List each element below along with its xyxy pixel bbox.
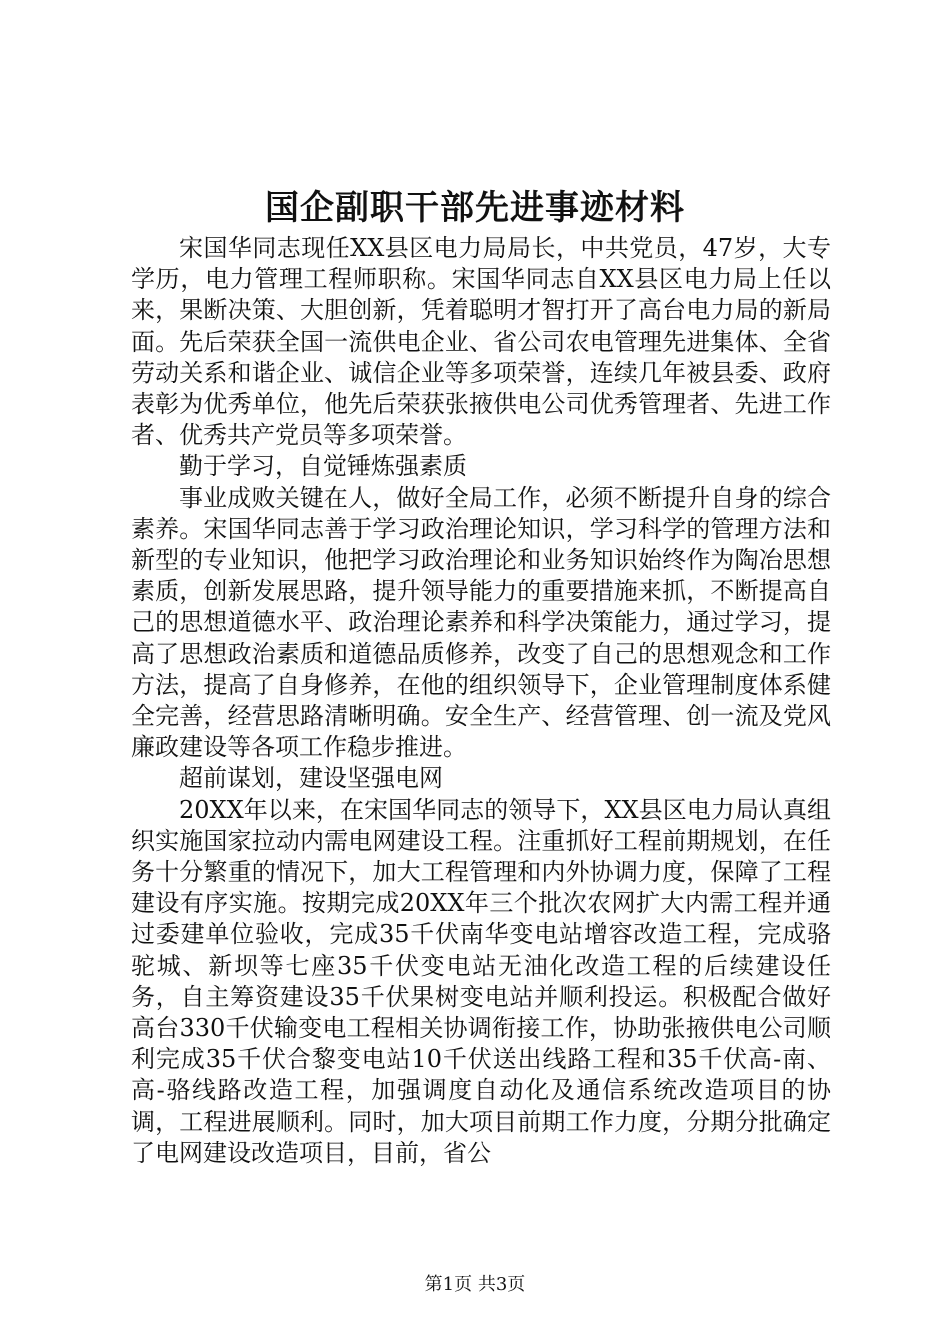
section-heading-study: 勤于学习，自觉锤炼强素质	[179, 452, 467, 481]
document-title: 国企副职干部先进事迹材料	[265, 188, 685, 228]
page-number-footer: 第1页 共3页	[424, 1274, 526, 1295]
paragraph-grid: 20XX年以来，在宋国华同志的领导下，XX县区电力局认真组织实施国家拉动内需电网建设工程。注重抓好工程前期规划，在任务十分繁重的情况下，加大工程管理和内外协调力度，保障了工程建设有序实施。按期完成20XX年三个批次农网扩大内需工程并通过委建单位验收，完成35千伏南华变电站增容改造工程，完成骆驼城、新坝等七座35千伏变电站无油化改造工程的后续建设任务，自主筹资建设35千伏果树变电站并顺利投运。积极配合做好高台330千伏输变电工程相关协调衔接工作，协助张掖供电公司顺利完成35千伏合黎变电站10千伏送出线路工程和35千伏高-南、高-骆线路改造工程，加强调度自动化及通信系统改造项目的协调，工程进展顺利。同时，加大项目前期工作力度，分期分批确定了电网建设改造项目，目前，省公	[131, 795, 831, 1167]
document-body	[131, 233, 831, 1169]
paragraph-intro: 宋国华同志现任XX县区电力局局长，中共党员，47岁，大专学历，电力管理工程师职称。宋国华同志自XX县区电力局上任以来，果断决策、大胆创新，凭着聪明才智打开了高台电力局的新局面。先后荣获全国一流供电企业、省公司农电管理先进集体、全省劳动关系和谐企业、诚信企业等多项荣誉，连续几年被县委、政府表彰为优秀单位，他先后荣获张掖供电公司优秀管理者、先进工作者、优秀共产党员等多项荣誉。	[131, 234, 831, 450]
paragraph-study: 事业成败关键在人，做好全局工作，必须不断提升自身的综合素养。宋国华同志善于学习政治理论知识，学习科学的管理方法和新型的专业知识，他把学习政治理论和业务知识始终作为陶冶思想素质，创新发展思路，提升领导能力的重要措施来抓，不断提高自己的思想道德水平、政治理论素养和科学决策能力，通过学习，提高了思想政治素质和道德品质修养，改变了自己的思想观念和工作方法，提高了自身修养，在他的组织领导下，企业管理制度体系健全完善，经营思路清晰明确。安全生产、经营管理、创一流及党风廉政建设等各项工作稳步推进。	[131, 483, 831, 762]
section-heading-grid: 超前谋划，建设坚强电网	[179, 764, 443, 793]
